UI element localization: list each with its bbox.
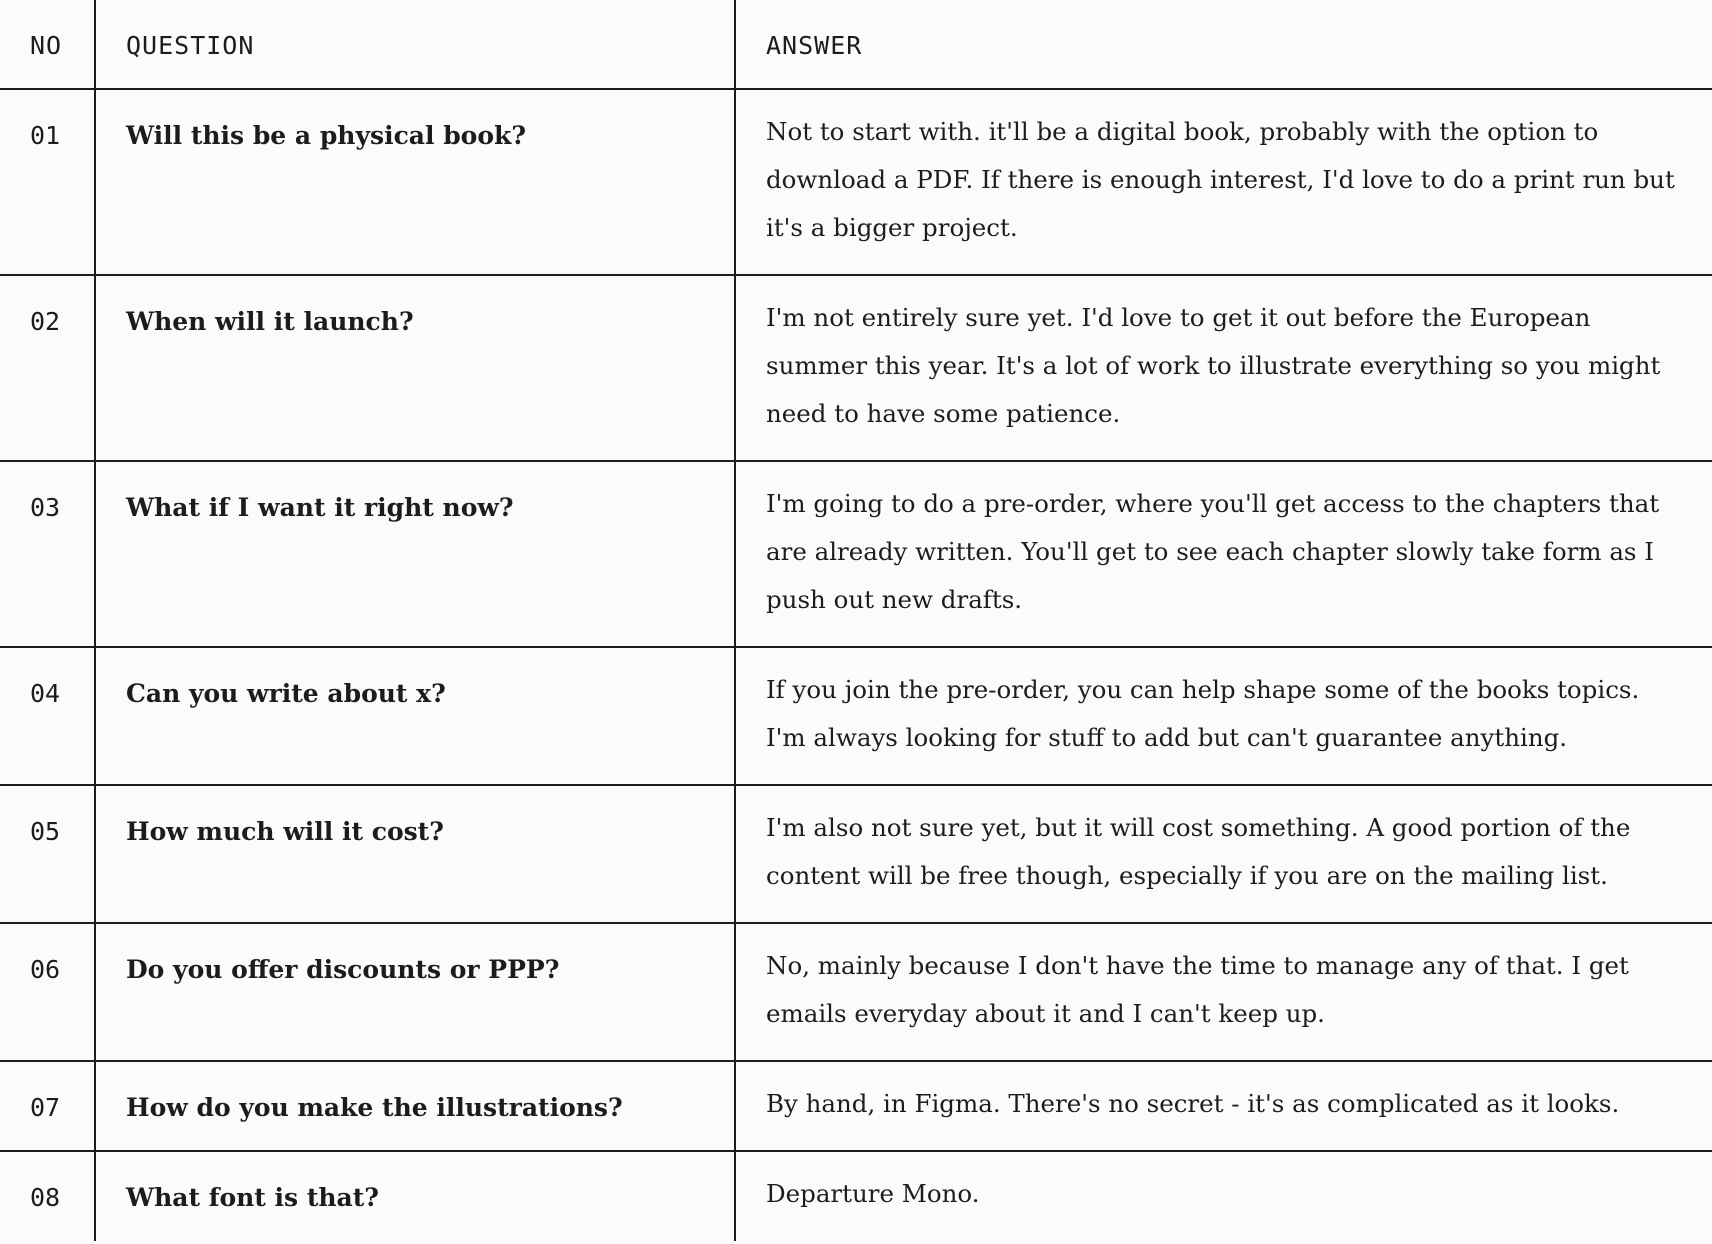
answer-text: I'm also not sure yet, but it will cost something. A good portion of the content will be free though, especially if you are on the mailing list. [735,785,1712,923]
row-number: 06 [0,923,95,1061]
question-text: Can you write about x? [95,647,735,785]
row-number: 04 [0,647,95,785]
row-number: 03 [0,461,95,647]
header-row [0,0,1712,89]
faq-table-body [0,89,1712,1241]
faq-row-04 [0,647,1712,785]
faq-row-03 [0,461,1712,647]
question-text: How much will it cost? [95,785,735,923]
question-text: When will it launch? [95,275,735,461]
faq-table-header [0,0,1712,89]
question-text: How do you make the illustrations? [95,1061,735,1151]
answer-text: By hand, in Figma. There's no secret - it's as complicated as it looks. [735,1061,1712,1151]
column-header-question: QUESTION [95,0,735,89]
column-header-no: NO [0,0,95,89]
row-number: 07 [0,1061,95,1151]
answer-text: Departure Mono. [766,1179,980,1208]
answer-text: If you join the pre-order, you can help shape some of the books topics. I'm always looking for stuff to add but can't guarantee anything. [735,647,1712,785]
row-number: 02 [0,275,95,461]
faq-row-01 [0,89,1712,275]
faq-row-02 [0,275,1712,461]
column-header-answer: ANSWER [735,0,1712,89]
row-number: 05 [0,785,95,923]
answer-text: I'm not entirely sure yet. I'd love to get it out before the European summer this year. It's a lot of work to illustrate everything so you might need to have some patience. [735,275,1712,461]
answer-text: No, mainly because I don't have the time to manage any of that. I get emails everyday about it and I can't keep up. [735,923,1712,1061]
row-number: 08 [0,1151,95,1241]
row-number: 01 [0,89,95,275]
answer-text: Not to start with. it'll be a digital book, probably with the option to download a PDF. If there is enough interest, I'd love to do a print run but it's a bigger project. [735,89,1712,275]
question-text: Do you offer discounts or PPP? [95,923,735,1061]
question-text: What if I want it right now? [95,461,735,647]
answer-text: I'm going to do a pre-order, where you'll get access to the chapters that are already written. You'll get to see each chapter slowly take form as I push out new drafts. [735,461,1712,647]
faq-row-05 [0,785,1712,923]
question-text: What font is that? [95,1151,735,1241]
faq-row-08 [0,1151,1712,1241]
faq-row-07 [0,1061,1712,1151]
question-text: Will this be a physical book? [95,89,735,275]
faq-row-06 [0,923,1712,1061]
